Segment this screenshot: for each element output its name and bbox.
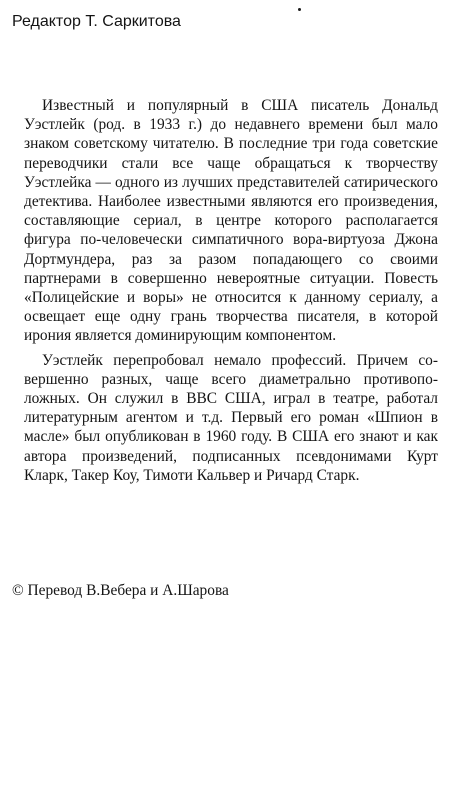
paragraph: Уэстлейк перепробовал немало профессий. Причем совершенно разных, чаще всего диаметрально противоположных. Он служил в ВВС США, играл в театре, работал литературным агентом и т.д. Первый его роман «Шпион в масле» был опубликован в 1960 году. В США его знают и как автора произведений, подписанных псевдонимами Курт Кларк, Такер Коу, Тимоти Кальвер и Ричард Старк. (24, 351, 438, 484)
editor-credit: Редактор Т. Саркитова (12, 13, 181, 30)
annotation-text (24, 96, 438, 485)
paragraph: Известный и популярный в США писатель Дональд Уэстлейк (род. в 1933 г.) до недавнего времени был мало знаком советскому читателю. В последние три года советские переводчики стали все чаще обращаться к творчеству Уэстлейка — одного из лучших представителей сатирического детектива. Наиболее известными являются его произведения, составляющие сериал, в центре которого располагается фигура по-человечески симпатичного вора-виртуоза Джона Дортмундера, раз за разом попадающего со своими партнерами в совершенно невероятные ситуации. Повесть «Полицейские и воры» не относится к данному сериалу, а освещает еще одну грань творчества писателя, в которой ирония является доминирующим компонентом. (24, 97, 438, 345)
print-speck (298, 8, 301, 11)
translation-credit: © Перевод В.Вебера и А.Шарова (12, 582, 229, 599)
